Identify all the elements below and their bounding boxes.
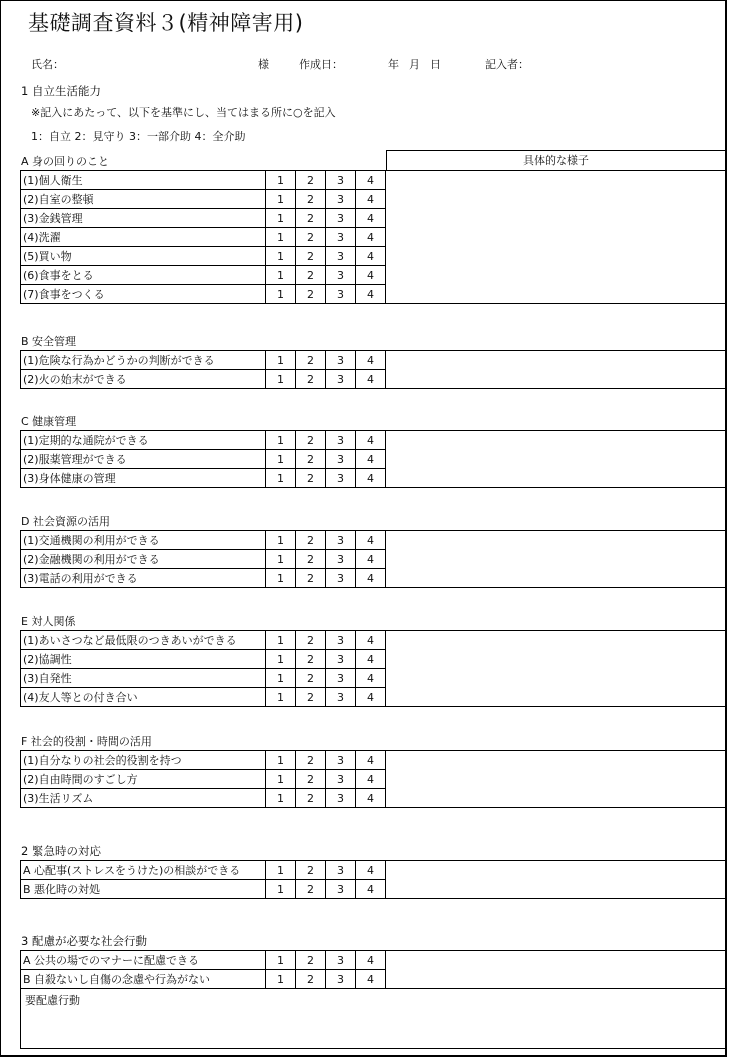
remarks-label: 要配慮行動 <box>25 994 80 1007</box>
rating-option-2[interactable]: 2 <box>296 569 326 588</box>
rating-option-2[interactable]: 2 <box>296 650 326 669</box>
rating-option-4[interactable]: 4 <box>356 751 386 770</box>
detail-notes-cell[interactable] <box>386 431 727 488</box>
rating-option-2[interactable]: 2 <box>296 631 326 650</box>
rating-option-3[interactable]: 3 <box>326 688 356 707</box>
rating-option-2[interactable]: 2 <box>296 550 326 569</box>
rating-option-2[interactable]: 2 <box>296 171 326 190</box>
rating-option-2[interactable]: 2 <box>296 266 326 285</box>
rating-option-4[interactable]: 4 <box>356 285 386 304</box>
page-title: 基礎調査資料３(精神障害用) <box>28 11 304 35</box>
group-label: D 社会資源の活用 <box>21 515 110 528</box>
item-label: (3)電話の利用ができる <box>21 569 266 588</box>
rating-option-2[interactable]: 2 <box>296 770 326 789</box>
rating-option-3[interactable]: 3 <box>326 209 356 228</box>
item-label: (2)協調性 <box>21 650 266 669</box>
rating-option-1[interactable]: 1 <box>266 751 296 770</box>
rating-option-2[interactable]: 2 <box>296 861 326 880</box>
rating-option-2[interactable]: 2 <box>296 209 326 228</box>
rating-option-3[interactable]: 3 <box>326 880 356 899</box>
rating-option-3[interactable]: 3 <box>326 351 356 370</box>
rating-option-2[interactable]: 2 <box>296 450 326 469</box>
item-label: (2)金融機関の利用ができる <box>21 550 266 569</box>
item-label: (6)食事をとる <box>21 266 266 285</box>
rating-option-1[interactable]: 1 <box>266 228 296 247</box>
rating-option-3[interactable]: 3 <box>326 951 356 970</box>
rating-option-2[interactable]: 2 <box>296 190 326 209</box>
rating-option-2[interactable]: 2 <box>296 351 326 370</box>
rating-option-1[interactable]: 1 <box>266 285 296 304</box>
item-label: B 自殺ないし自傷の念慮や行為がない <box>21 970 266 989</box>
rating-option-3[interactable]: 3 <box>326 770 356 789</box>
rating-option-1[interactable]: 1 <box>266 247 296 266</box>
rating-option-1[interactable]: 1 <box>266 431 296 450</box>
item-label: (2)自室の整頓 <box>21 190 266 209</box>
rating-option-3[interactable]: 3 <box>326 370 356 389</box>
rating-option-4[interactable]: 4 <box>356 569 386 588</box>
rating-option-2[interactable]: 2 <box>296 970 326 989</box>
rating-option-2[interactable]: 2 <box>296 469 326 488</box>
rating-option-2[interactable]: 2 <box>296 751 326 770</box>
item-label: (3)金銭管理 <box>21 209 266 228</box>
scale-legend: 1：自立 2：見守り 3：一部介助 4：全介助 <box>31 130 246 143</box>
rating-option-3[interactable]: 3 <box>326 450 356 469</box>
table-row <box>21 751 727 770</box>
rating-option-4[interactable]: 4 <box>356 951 386 970</box>
rating-option-3[interactable]: 3 <box>326 266 356 285</box>
rating-option-3[interactable]: 3 <box>326 650 356 669</box>
emergency-table <box>20 860 727 899</box>
rating-option-4[interactable]: 4 <box>356 789 386 808</box>
rating-option-4[interactable]: 4 <box>356 861 386 880</box>
group-table <box>20 750 727 808</box>
detail-notes-cell[interactable] <box>386 171 727 304</box>
item-label: (1)交通機関の利用ができる <box>21 531 266 550</box>
year-label: 年 <box>388 58 399 71</box>
rating-option-3[interactable]: 3 <box>326 247 356 266</box>
rating-option-1[interactable]: 1 <box>266 861 296 880</box>
rating-option-4[interactable]: 4 <box>356 190 386 209</box>
rating-option-1[interactable]: 1 <box>266 450 296 469</box>
rating-option-1[interactable]: 1 <box>266 190 296 209</box>
rating-option-4[interactable]: 4 <box>356 370 386 389</box>
rating-option-4[interactable]: 4 <box>356 228 386 247</box>
group-table <box>20 530 727 588</box>
rating-option-4[interactable]: 4 <box>356 669 386 688</box>
name-label: 氏名： <box>31 58 64 71</box>
rating-option-4[interactable]: 4 <box>356 770 386 789</box>
rating-option-1[interactable]: 1 <box>266 970 296 989</box>
detail-notes-cell[interactable] <box>386 631 727 707</box>
detail-column-header: 具体的な様子 <box>386 150 726 171</box>
rating-option-4[interactable]: 4 <box>356 650 386 669</box>
rating-option-4[interactable]: 4 <box>356 550 386 569</box>
rating-option-4[interactable]: 4 <box>356 880 386 899</box>
item-label: A 公共の場でのマナーに配慮できる <box>21 951 266 970</box>
social-behavior-table <box>20 950 727 1049</box>
item-label: (5)買い物 <box>21 247 266 266</box>
rating-option-4[interactable]: 4 <box>356 450 386 469</box>
item-label: (3)自発性 <box>21 669 266 688</box>
group-table <box>20 630 727 707</box>
section-1-heading: 1 自立生活能力 <box>21 84 101 98</box>
detail-notes-cell[interactable] <box>386 351 727 389</box>
rating-option-1[interactable]: 1 <box>266 880 296 899</box>
group-label: F 社会的役割・時間の活用 <box>21 735 152 748</box>
rating-option-3[interactable]: 3 <box>326 789 356 808</box>
table-row <box>21 531 727 550</box>
item-label: (2)服薬管理ができる <box>21 450 266 469</box>
rating-option-3[interactable]: 3 <box>326 861 356 880</box>
item-label: (7)食事をつくる <box>21 285 266 304</box>
group-table <box>20 170 727 304</box>
rating-option-3[interactable]: 3 <box>326 751 356 770</box>
table-row <box>21 431 727 450</box>
instruction-note: ※記入にあたって、以下を基準にし、当てはまる所に○を記入 <box>31 106 336 119</box>
rating-option-4[interactable]: 4 <box>356 247 386 266</box>
item-label: (3)生活リズム <box>21 789 266 808</box>
rating-option-2[interactable]: 2 <box>296 951 326 970</box>
rating-option-1[interactable]: 1 <box>266 351 296 370</box>
honorific-label: 様 <box>258 58 269 71</box>
rating-option-1[interactable]: 1 <box>266 550 296 569</box>
rating-option-3[interactable]: 3 <box>326 285 356 304</box>
rating-option-1[interactable]: 1 <box>266 770 296 789</box>
rating-option-3[interactable]: 3 <box>326 190 356 209</box>
rating-option-2[interactable]: 2 <box>296 370 326 389</box>
rating-option-1[interactable]: 1 <box>266 789 296 808</box>
rating-option-4[interactable]: 4 <box>356 431 386 450</box>
rating-option-3[interactable]: 3 <box>326 228 356 247</box>
rating-option-4[interactable]: 4 <box>356 351 386 370</box>
rating-option-1[interactable]: 1 <box>266 951 296 970</box>
rating-option-3[interactable]: 3 <box>326 970 356 989</box>
item-label: (3)身体健康の管理 <box>21 469 266 488</box>
section-3-heading: 3 配慮が必要な社会行動 <box>21 934 147 948</box>
rating-option-3[interactable]: 3 <box>326 469 356 488</box>
rating-option-4[interactable]: 4 <box>356 171 386 190</box>
rating-option-4[interactable]: 4 <box>356 469 386 488</box>
remarks-row <box>21 989 727 1049</box>
item-label: (1)危険な行為かどうかの判断ができる <box>21 351 266 370</box>
group-label: E 対人関係 <box>21 615 76 628</box>
detail-notes-cell[interactable] <box>386 751 727 808</box>
rating-option-2[interactable]: 2 <box>296 228 326 247</box>
rating-option-1[interactable]: 1 <box>266 669 296 688</box>
rating-option-1[interactable]: 1 <box>266 370 296 389</box>
detail-notes-cell[interactable] <box>386 951 727 989</box>
rating-option-3[interactable]: 3 <box>326 550 356 569</box>
item-label: (1)あいさつなど最低限のつきあいができる <box>21 631 266 650</box>
rating-option-1[interactable]: 1 <box>266 650 296 669</box>
item-label: (2)自由時間のすごし方 <box>21 770 266 789</box>
detail-notes-cell[interactable] <box>386 531 727 588</box>
group-table <box>20 430 727 488</box>
rating-option-2[interactable]: 2 <box>296 285 326 304</box>
detail-notes-cell[interactable] <box>386 861 727 899</box>
rating-option-2[interactable]: 2 <box>296 431 326 450</box>
item-label: (4)洗濯 <box>21 228 266 247</box>
rating-option-1[interactable]: 1 <box>266 569 296 588</box>
item-label: (2)火の始末ができる <box>21 370 266 389</box>
rating-option-1[interactable]: 1 <box>266 266 296 285</box>
rating-option-4[interactable]: 4 <box>356 266 386 285</box>
rating-option-2[interactable]: 2 <box>296 531 326 550</box>
table-row <box>21 861 727 880</box>
rating-option-3[interactable]: 3 <box>326 531 356 550</box>
rating-option-1[interactable]: 1 <box>266 531 296 550</box>
rating-option-2[interactable]: 2 <box>296 789 326 808</box>
month-label: 月 <box>409 58 420 71</box>
item-label: A 心配事(ストレスをうけた)の相談ができる <box>21 861 266 880</box>
section-2-heading: 2 緊急時の対応 <box>21 844 101 858</box>
item-label: B 悪化時の対処 <box>21 880 266 899</box>
rating-option-3[interactable]: 3 <box>326 431 356 450</box>
item-label: (1)定期的な通院ができる <box>21 431 266 450</box>
day-label: 日 <box>430 58 441 71</box>
created-date-label: 作成日： <box>299 58 343 71</box>
rating-option-2[interactable]: 2 <box>296 247 326 266</box>
rating-option-1[interactable]: 1 <box>266 631 296 650</box>
rating-option-1[interactable]: 1 <box>266 469 296 488</box>
rating-option-2[interactable]: 2 <box>296 880 326 899</box>
group-label: B 安全管理 <box>21 335 77 348</box>
writer-label: 記入者： <box>485 58 529 71</box>
rating-option-3[interactable]: 3 <box>326 631 356 650</box>
rating-option-3[interactable]: 3 <box>326 669 356 688</box>
rating-option-4[interactable]: 4 <box>356 631 386 650</box>
rating-option-4[interactable]: 4 <box>356 688 386 707</box>
rating-option-1[interactable]: 1 <box>266 209 296 228</box>
remarks-field[interactable] <box>21 989 727 1049</box>
item-label: (4)友人等との付き合い <box>21 688 266 707</box>
rating-option-1[interactable]: 1 <box>266 688 296 707</box>
rating-option-2[interactable]: 2 <box>296 688 326 707</box>
rating-option-2[interactable]: 2 <box>296 669 326 688</box>
group-table <box>20 350 727 389</box>
rating-option-4[interactable]: 4 <box>356 209 386 228</box>
item-label: (1)自分なりの社会的役割を持つ <box>21 751 266 770</box>
table-row <box>21 171 727 190</box>
table-row <box>21 951 727 970</box>
rating-option-4[interactable]: 4 <box>356 970 386 989</box>
rating-option-3[interactable]: 3 <box>326 171 356 190</box>
item-label: (1)個人衛生 <box>21 171 266 190</box>
table-row <box>21 631 727 650</box>
group-label: C 健康管理 <box>21 415 77 428</box>
group-label: A 身の回りのこと <box>21 155 110 168</box>
rating-option-3[interactable]: 3 <box>326 569 356 588</box>
table-row <box>21 351 727 370</box>
rating-option-1[interactable]: 1 <box>266 171 296 190</box>
rating-option-4[interactable]: 4 <box>356 531 386 550</box>
